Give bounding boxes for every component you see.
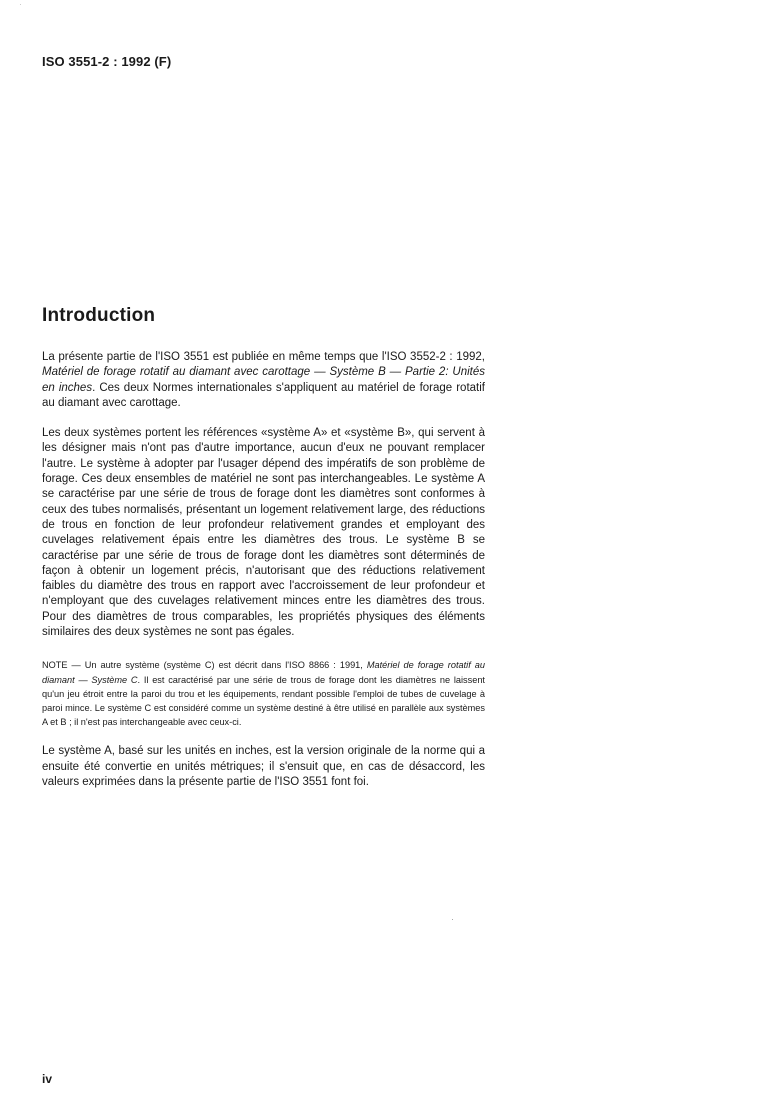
- scan-speck: [452, 919, 453, 920]
- note: [42, 658, 485, 729]
- paragraph-1-title-reference: Matériel de forage rotatif au diamant avec carottage — Système B — Partie 2: Unités en inches: [42, 366, 485, 394]
- body-text: [42, 350, 485, 805]
- note-title-reference: Matériel de forage rotatif au diamant — Système C: [42, 660, 485, 685]
- note-text-a: NOTE — Un autre système (système C) est décrit dans l'ISO 8866 : 1991,: [42, 660, 367, 671]
- paragraph-1-text-a: La présente partie de l'ISO 3551 est publiée en même temps que l'ISO 3552-2 : 1992,: [42, 351, 485, 363]
- document-header: ISO 3551-2 : 1992 (F): [42, 54, 172, 69]
- paragraph-1: [42, 350, 485, 411]
- page-number: iv: [42, 1072, 53, 1086]
- note-text-c: . Il est caractérisé par une série de trous de forage dont les diamètres ne laissent qu'un jeu étroit entre la paroi du trou et les équipements, rendant possible l'emploi de tubes de cuvelage à paroi mince. Le système C est considéré comme un système destiné à être utilisé en parallèle aux systèmes A et B ; il n'est pas interchangeable avec ceux-ci.: [42, 674, 485, 728]
- paragraph-3: Le système A, basé sur les unités en inches, est la version originale de la norme qui a ensuite été convertie en unités métriques; il s'ensuit que, en cas de désaccord, les valeurs exprimées dans la présente partie de l'ISO 3551 font foi.: [42, 745, 485, 788]
- paragraph-1-text-c: . Ces deux Normes internationales s'appliquent au matériel de forage rotatif au diamant avec carottage.: [42, 381, 485, 409]
- paragraph-2: Les deux systèmes portent les références «système A» et «système B», qui servent à les désigner mais n'ont pas d'autre importance, aucun d'eux ne pouvant remplacer l'autre. Le système à adopter par l'usager dépend des impératifs de son problème de forage. Ces deux ensembles de matériel ne sont pas interchangeables. Le système A se caractérise par une série de trous de forage dont les diamètres sont conformes à ceux des tubes normalisés, présentant un logement relativement large, des réductions de trous en fonction de leur profondeur relativement grandes et employant des cuvelages relativement épais entre les diamètres des trous. Le système B se caractérise par une série de trous de forage dont les diamètres sont déterminés de façon à obtenir un logement précis, n'autorisant que des réductions relativement faibles du diamètre des trous en rapport avec l'accroissement de leur profondeur et n'employant que des cuvelages relativement minces entre les diamètres des trous. Pour des diamètres de trous comparables, les propriétés physiques des éléments similaires des deux systèmes ne sont pas égales.: [42, 427, 485, 639]
- scan-speck: [20, 4, 21, 5]
- section-title: Introduction: [42, 305, 156, 326]
